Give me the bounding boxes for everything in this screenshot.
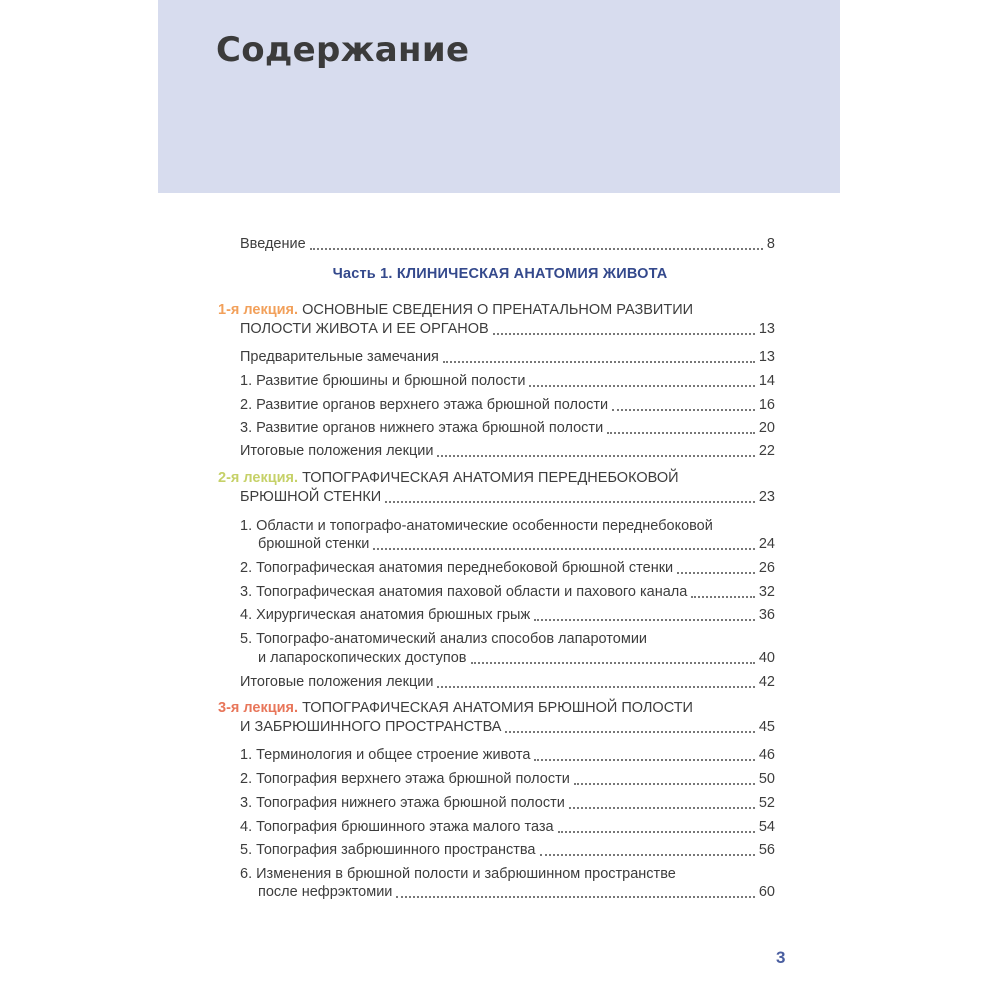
toc-entry[interactable]: [240, 606, 775, 624]
leader-dots: [493, 333, 755, 335]
toc-entry-label: Итоговые положения лекции: [240, 674, 434, 690]
toc-entry-page: 24: [758, 536, 775, 552]
page-title: Содержание: [216, 30, 470, 70]
toc-entry[interactable]: [240, 442, 775, 460]
toc-entry-page: 16: [758, 397, 775, 413]
toc-entry[interactable]: [240, 841, 775, 859]
toc-entry-page: 22: [758, 443, 775, 459]
lecture-number: 1-я лекция.: [218, 302, 299, 318]
leader-dots: [437, 686, 754, 688]
toc-entry[interactable]: [240, 794, 775, 812]
toc-entry-page: 32: [758, 584, 775, 600]
lecture-number: 3-я лекция.: [218, 700, 299, 716]
toc-entry-line1[interactable]: 1. Области и топографо-анатомические особенности переднебоковой: [240, 518, 713, 534]
toc-entry[interactable]: [240, 372, 775, 390]
lecture-heading-line2[interactable]: [240, 320, 775, 338]
leader-dots: [569, 807, 755, 809]
leader-dots: [534, 619, 755, 621]
leader-dots: [385, 501, 755, 503]
toc-entry-label: 4. Топография брюшинного этажа малого таза: [240, 819, 554, 835]
toc-entry-page: 52: [758, 795, 775, 811]
lecture-heading[interactable]: [218, 469, 679, 487]
toc-entry[interactable]: [240, 746, 775, 764]
toc-entry[interactable]: [258, 535, 775, 553]
toc-entry-page: 36: [758, 607, 775, 623]
toc-entry-page: 14: [758, 373, 775, 389]
toc-entry[interactable]: [240, 396, 775, 414]
leader-dots: [677, 572, 755, 574]
toc-entry-label: 3. Топография нижнего этажа брюшной полости: [240, 795, 565, 811]
toc-entry[interactable]: [240, 583, 775, 601]
toc-entry-page: 46: [758, 747, 775, 763]
leader-dots: [373, 548, 755, 550]
toc-entry-line1[interactable]: 6. Изменения в брюшной полости и забрюшинном пространстве: [240, 866, 676, 882]
lecture-title: ТОПОГРАФИЧЕСКАЯ АНАТОМИЯ ПЕРЕДНЕБОКОВОЙ: [302, 470, 679, 486]
toc-entry-page: 45: [758, 719, 775, 735]
toc-entry-page: 54: [758, 819, 775, 835]
toc-entry-label: 2. Развитие органов верхнего этажа брюшной полости: [240, 397, 609, 413]
toc-entry-label: 3. Топографическая анатомия паховой области и пахового канала: [240, 584, 688, 600]
toc-entry[interactable]: [258, 883, 775, 901]
leader-dots: [691, 596, 755, 598]
toc-entry-label: Итоговые положения лекции: [240, 443, 434, 459]
toc-entry-line1[interactable]: 5. Топографо-анатомический анализ способов лапаротомии: [240, 631, 648, 647]
toc-entry[interactable]: [258, 649, 775, 667]
leader-dots: [471, 662, 755, 664]
toc-entry-label: 1. Терминология и общее строение живота: [240, 747, 531, 763]
lecture-title: ТОПОГРАФИЧЕСКАЯ АНАТОМИЯ БРЮШНОЙ ПОЛОСТИ: [302, 700, 693, 716]
toc-entry-page: 26: [758, 560, 775, 576]
toc-entry-page: 40: [758, 650, 775, 666]
toc-entry-page: 13: [758, 321, 775, 337]
lecture-title-cont: ПОЛОСТИ ЖИВОТА И ЕЕ ОРГАНОВ: [240, 321, 489, 337]
toc-entry-page: 13: [758, 349, 775, 365]
leader-dots: [443, 361, 755, 363]
leader-dots: [310, 248, 763, 250]
lecture-heading-line2[interactable]: [240, 718, 775, 736]
leader-dots: [574, 783, 755, 785]
toc-entry-page: 23: [758, 489, 775, 505]
toc-entry-label: 2. Топография верхнего этажа брюшной полости: [240, 771, 570, 787]
lecture-title-cont: И ЗАБРЮШИННОГО ПРОСТРАНСТВА: [240, 719, 502, 735]
leader-dots: [505, 731, 754, 733]
toc-entry[interactable]: [240, 673, 775, 691]
toc-entry-label: Введение: [240, 236, 306, 252]
leader-dots: [534, 759, 754, 761]
toc-entry-page: 60: [758, 884, 775, 900]
lecture-title: ОСНОВНЫЕ СВЕДЕНИЯ О ПРЕНАТАЛЬНОМ РАЗВИТИИ: [302, 302, 694, 318]
toc-entry-label: Предварительные замечания: [240, 349, 439, 365]
part-heading: Часть 1. КЛИНИЧЕСКАЯ АНАТОМИЯ ЖИВОТА: [332, 266, 668, 282]
leader-dots: [529, 385, 754, 387]
toc-entry-page: 56: [758, 842, 775, 858]
leader-dots: [437, 455, 754, 457]
lecture-heading[interactable]: [218, 699, 693, 717]
lecture-heading[interactable]: [218, 301, 693, 319]
toc-entry-intro[interactable]: [240, 235, 775, 253]
toc-entry-label-cont: брюшной стенки: [258, 536, 370, 552]
toc-entry[interactable]: [240, 348, 775, 366]
toc-entry[interactable]: [240, 818, 775, 836]
leader-dots: [558, 831, 755, 833]
leader-dots: [540, 854, 755, 856]
toc-entry[interactable]: [240, 419, 775, 437]
toc-entry-label: 4. Хирургическая анатомия брюшных грыж: [240, 607, 531, 623]
toc-entry-label: 5. Топография забрюшинного пространства: [240, 842, 536, 858]
toc-entry-page: 50: [758, 771, 775, 787]
lecture-heading-line2[interactable]: [240, 488, 775, 506]
lecture-title-cont: БРЮШНОЙ СТЕНКИ: [240, 489, 382, 505]
toc-entry-page: 8: [766, 236, 775, 252]
leader-dots: [396, 896, 754, 898]
toc-entry-page: 42: [758, 674, 775, 690]
toc-entry-page: 20: [758, 420, 775, 436]
leader-dots: [612, 409, 755, 411]
toc-entry-label: 1. Развитие брюшины и брюшной полости: [240, 373, 526, 389]
lecture-number: 2-я лекция.: [218, 470, 299, 486]
page-number: 3: [776, 948, 786, 967]
toc-entry-label-cont: и лапароскопических доступов: [258, 650, 467, 666]
leader-dots: [607, 432, 755, 434]
toc-entry-label: 3. Развитие органов нижнего этажа брюшной полости: [240, 420, 604, 436]
toc-entry[interactable]: [240, 559, 775, 577]
toc-entry-label: 2. Топографическая анатомия переднебоковой брюшной стенки: [240, 560, 674, 576]
toc-entry[interactable]: [240, 770, 775, 788]
toc-entry-label-cont: после нефрэктомии: [258, 884, 393, 900]
